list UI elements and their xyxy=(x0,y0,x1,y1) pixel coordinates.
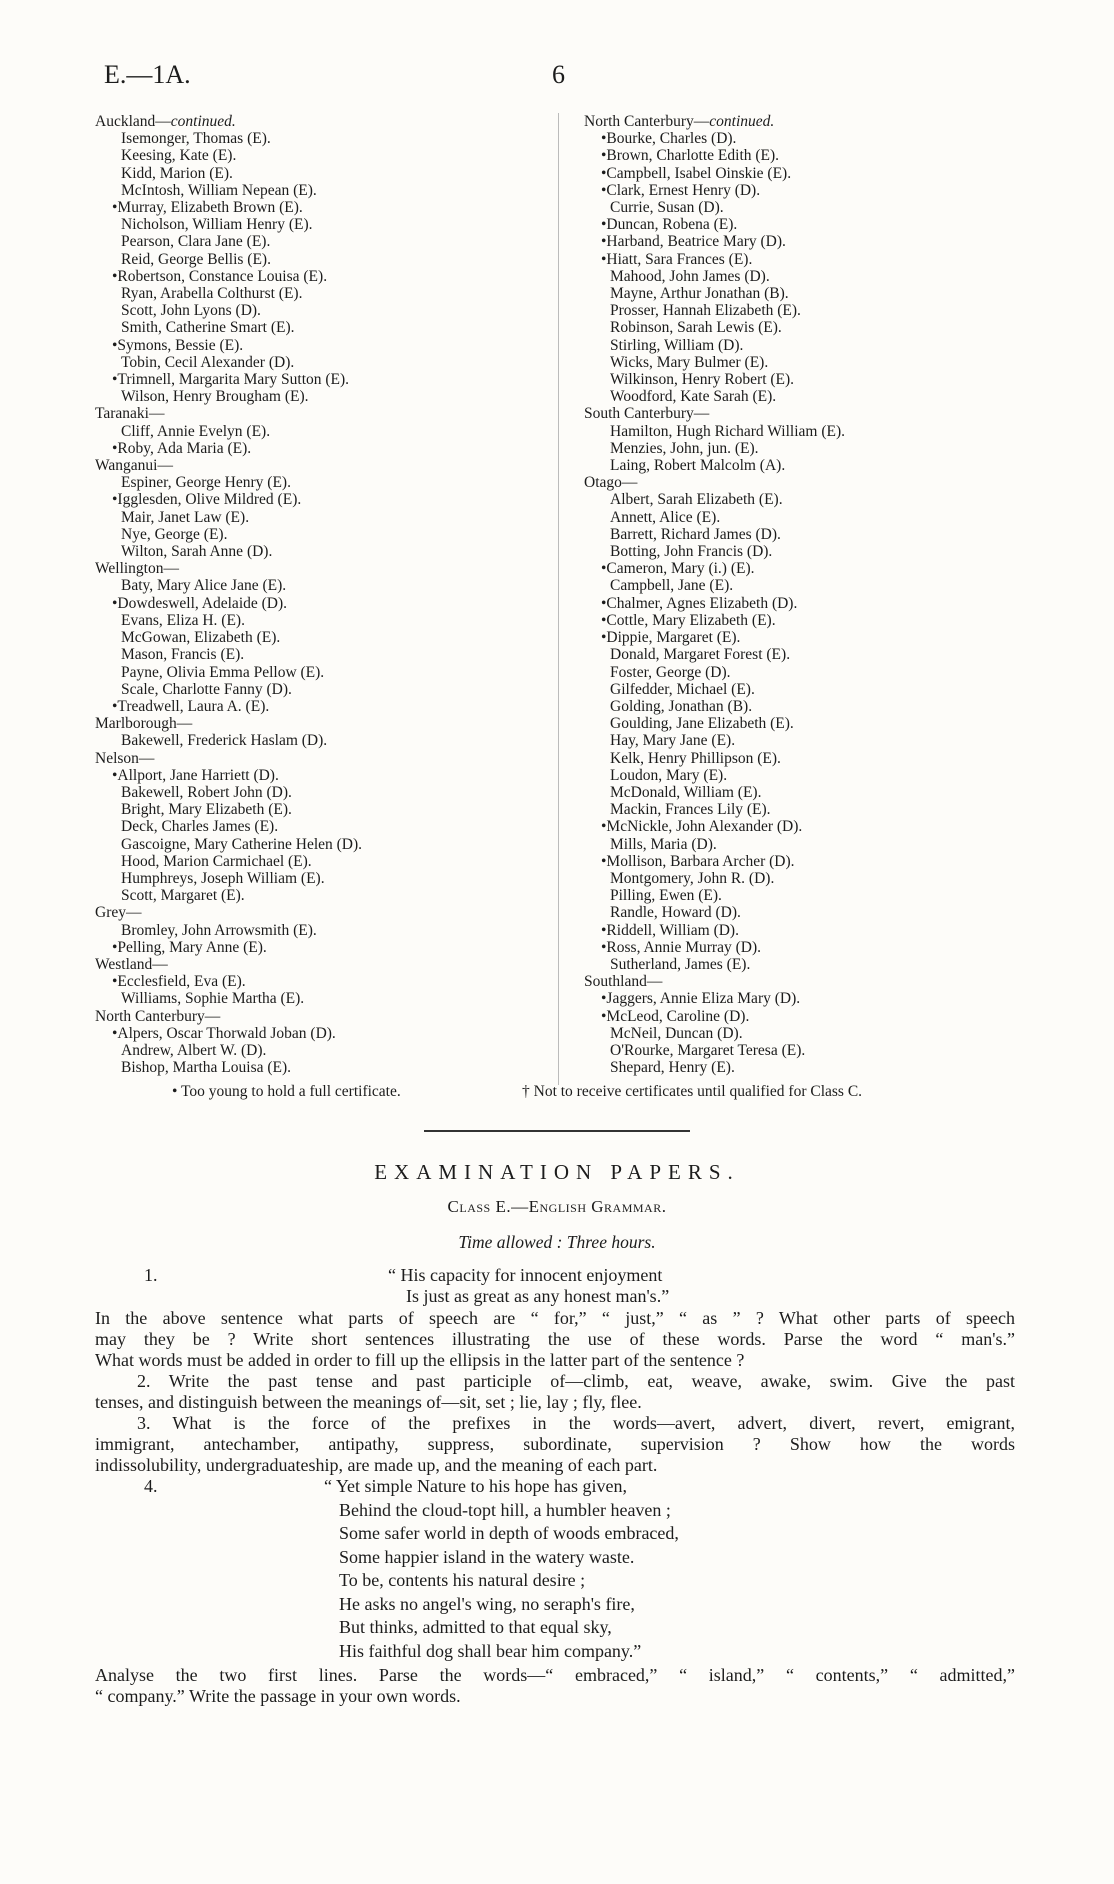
candidate-name: Ryan, Arabella Colthurst (E). xyxy=(121,285,303,303)
candidate-name: Nye, George (E). xyxy=(121,525,228,543)
candidate-name: •Harband, Beatrice Mary (D). xyxy=(601,233,786,251)
region-name: Otago— xyxy=(584,474,638,492)
candidate-name: Bishop, Martha Louisa (E). xyxy=(121,1059,292,1077)
candidate-name: •Jaggers, Annie Eliza Mary (D). xyxy=(601,990,801,1008)
candidate-name: McIntosh, William Nepean (E). xyxy=(121,181,317,199)
region-heading xyxy=(95,750,555,767)
candidate-name: Gilfedder, Michael (E). xyxy=(610,680,755,698)
region-name: Marlborough— xyxy=(95,715,193,733)
time-allowed: Time allowed : Three hours. xyxy=(458,1232,656,1252)
poem-line: “ Yet simple Nature to his hope has given, xyxy=(324,1476,627,1496)
question-line: 2. Write the past tense and past participle of—climb, eat, weave, awake, swim. Give the past xyxy=(137,1371,1015,1391)
candidate-name: •Cameron, Mary (i.) (E). xyxy=(601,560,755,578)
candidate-name: Hood, Marion Carmichael (E). xyxy=(121,852,312,870)
candidate-name: Wilton, Sarah Anne (D). xyxy=(121,543,273,561)
candidate-name: Williams, Sophie Martha (E). xyxy=(121,990,305,1008)
candidate-name: Pearson, Clara Jane (E). xyxy=(121,233,271,251)
class-heading: Class E.—English Grammar. xyxy=(447,1197,667,1216)
question-1-quote-line-2: Is just as great as any honest man's.” xyxy=(406,1286,670,1306)
candidate-name: Mason, Francis (E). xyxy=(121,646,245,664)
candidate-name: •Duncan, Robena (E). xyxy=(601,216,738,234)
candidate-name: Kidd, Marion (E). xyxy=(121,164,233,182)
region-name: Nelson— xyxy=(95,749,155,767)
candidate-name: Randle, Howard (D). xyxy=(610,904,741,922)
candidate-name: Cliff, Annie Evelyn (E). xyxy=(121,422,271,440)
candidate-name: •Igglesden, Olive Mildred (E). xyxy=(112,491,302,509)
candidate-name: Shepard, Henry (E). xyxy=(610,1059,735,1077)
candidate-name: Andrew, Albert W. (D). xyxy=(121,1041,267,1059)
column-divider xyxy=(558,113,559,1085)
question-line: Analyse the two first lines. Parse the words—“ embraced,” “ island,” “ contents,” “ admitted,” xyxy=(95,1665,1015,1685)
candidate-name: Deck, Charles James (E). xyxy=(121,818,279,836)
poem-line: He asks no angel's wing, no seraph's fire, xyxy=(339,1593,635,1614)
candidate-name: Gascoigne, Mary Catherine Helen (D). xyxy=(121,835,363,853)
candidate-name: Barrett, Richard James (D). xyxy=(610,525,781,543)
candidate-name: Bakewell, Robert John (D). xyxy=(121,783,292,801)
candidate-name: •Ross, Annie Murray (D). xyxy=(601,938,761,956)
candidate-name: Bakewell, Frederick Haslam (D). xyxy=(121,732,328,750)
candidate-name: Campbell, Jane (E). xyxy=(610,577,734,595)
candidate-name: •Cottle, Mary Elizabeth (E). xyxy=(601,611,776,629)
region-name: Auckland— xyxy=(95,113,171,130)
region-heading xyxy=(95,113,555,130)
candidate-name: Woodford, Kate Sarah (E). xyxy=(610,388,777,406)
candidate-name: Loudon, Mary (E). xyxy=(610,766,728,784)
question-4-number: 4. xyxy=(144,1476,158,1496)
candidate-name: •Mollison, Barbara Archer (D). xyxy=(601,852,795,870)
candidate-name: •Dippie, Margaret (E). xyxy=(601,629,741,647)
candidate-name: Scott, John Lyons (D). xyxy=(121,302,261,320)
footnote-class-c: † Not to receive certificates until qualified for Class C. xyxy=(522,1083,863,1100)
candidate-name: •Trimnell, Margarita Mary Sutton (E). xyxy=(112,371,350,389)
region-heading xyxy=(584,973,1044,990)
region-heading xyxy=(584,113,1044,130)
candidate-name: Mahood, John James (D). xyxy=(610,267,770,285)
question-line: tenses, and distinguish between the meanings of—sit, set ; lie, lay ; fly, flee. xyxy=(95,1392,642,1412)
question-1-text xyxy=(95,1308,1015,1371)
candidate-name: Wicks, Mary Bulmer (E). xyxy=(610,353,769,371)
candidate-name: •Campbell, Isabel Oinskie (E). xyxy=(601,164,792,182)
question-2-text xyxy=(95,1371,1015,1413)
candidate-name: Currie, Susan (D). xyxy=(610,199,724,217)
candidate-name: Keesing, Kate (E). xyxy=(121,147,237,165)
continued-label: continued. xyxy=(709,113,775,130)
document-code: E.—1A. xyxy=(104,60,191,89)
poem-line: Some safer world in depth of woods embraced, xyxy=(339,1523,679,1543)
candidate-name: Laing, Robert Malcolm (A). xyxy=(610,457,786,475)
region-name: Grey— xyxy=(95,904,142,922)
question-3-text xyxy=(95,1413,1015,1476)
candidate-name: Sutherland, James (E). xyxy=(610,955,751,973)
region-name: South Canterbury— xyxy=(584,405,710,423)
right-candidate-column xyxy=(584,113,1044,1076)
candidate-name: Bromley, John Arrowsmith (E). xyxy=(121,921,317,939)
candidate-name: Wilkinson, Henry Robert (E). xyxy=(610,371,795,389)
candidate-name: •Bourke, Charles (D). xyxy=(601,130,737,148)
candidate-name: Goulding, Jane Elizabeth (E). xyxy=(610,715,794,733)
candidate-name: •McLeod, Caroline (D). xyxy=(601,1007,750,1025)
candidate-name: O'Rourke, Margaret Teresa (E). xyxy=(610,1041,806,1059)
region-heading xyxy=(584,405,1044,422)
question-line: indissolubility, undergraduateship, are made up, and the meaning of each part. xyxy=(95,1455,658,1475)
footnote-too-young: • Too young to hold a full certificate. xyxy=(172,1083,401,1100)
question-line: immigrant, antechamber, antipathy, suppress, subordinate, supervision ? Show how the words xyxy=(95,1434,1015,1454)
candidate-name: McGowan, Elizabeth (E). xyxy=(121,629,281,647)
candidate-name: Annett, Alice (E). xyxy=(610,508,721,526)
left-candidate-column xyxy=(95,113,555,1076)
region-name: North Canterbury— xyxy=(95,1007,221,1025)
region-heading xyxy=(95,956,555,973)
candidate-name: •Hiatt, Sara Frances (E). xyxy=(601,250,753,268)
candidate-name: •Riddell, William (D). xyxy=(601,921,739,939)
region-name: Wanganui— xyxy=(95,457,173,475)
candidate-name: •Robertson, Constance Louisa (E). xyxy=(112,267,328,285)
region-heading xyxy=(95,405,555,422)
candidate-name: Kelk, Henry Phillipson (E). xyxy=(610,749,781,767)
candidate-name: Prosser, Hannah Elizabeth (E). xyxy=(610,302,801,320)
question-line: In the above sentence what parts of speech are “ for,” “ just,” “ as ” ? What other parts of speech xyxy=(95,1308,1015,1328)
region-heading xyxy=(95,1008,555,1025)
question-1-number: 1. xyxy=(144,1265,158,1285)
candidate-name: Hay, Mary Jane (E). xyxy=(610,732,736,750)
candidate-name: •Treadwell, Laura A. (E). xyxy=(112,697,270,715)
candidate-name: Nicholson, William Henry (E). xyxy=(121,216,313,234)
candidate-name: •Clark, Ernest Henry (D). xyxy=(601,181,761,199)
section-rule xyxy=(424,1130,690,1132)
candidate-name: Isemonger, Thomas (E). xyxy=(121,130,271,148)
question-line: “ company.” Write the passage in your own words. xyxy=(95,1686,461,1706)
continued-label: continued. xyxy=(170,113,236,130)
candidate-name: Mills, Maria (D). xyxy=(610,835,717,853)
poem-line: Some happier island in the watery waste. xyxy=(339,1546,635,1567)
candidate-name: Foster, George (D). xyxy=(610,663,731,681)
region-name: Taranaki— xyxy=(95,405,165,423)
question-4-text xyxy=(95,1665,1015,1707)
candidate-name: •Allport, Jane Harriett (D). xyxy=(112,766,279,784)
candidate-name: Mayne, Arthur Jonathan (B). xyxy=(610,285,789,303)
candidate-name: McNeil, Duncan (D). xyxy=(610,1024,743,1042)
candidate-name: Albert, Sarah Elizabeth (E). xyxy=(610,491,783,509)
candidate-name: •Chalmer, Agnes Elizabeth (D). xyxy=(601,594,798,612)
candidate-name: •Ecclesfield, Eva (E). xyxy=(112,973,246,991)
region-name: Wellington— xyxy=(95,560,179,578)
candidate-name: Botting, John Francis (D). xyxy=(610,543,773,561)
candidate-name: Evans, Eliza H. (E). xyxy=(121,611,245,629)
candidate-name: Mackin, Frances Lily (E). xyxy=(610,801,771,819)
candidate-name: Pilling, Ewen (E). xyxy=(610,887,722,905)
candidate-name: Reid, George Bellis (E). xyxy=(121,250,271,268)
candidate-name: Stirling, William (D). xyxy=(610,336,744,354)
question-line: 3. What is the force of the prefixes in the words—avert, advert, divert, revert, emigrant, xyxy=(137,1413,1015,1433)
poem-line: Behind the cloud-topt hill, a humbler heaven ; xyxy=(339,1499,671,1520)
poem-line: His faithful dog shall bear him company.” xyxy=(339,1640,642,1661)
candidate-name: Tobin, Cecil Alexander (D). xyxy=(121,353,295,371)
candidate-name: Humphreys, Joseph William (E). xyxy=(121,869,325,887)
candidate-name: Scott, Margaret (E). xyxy=(121,887,245,905)
candidate-name: Espiner, George Henry (E). xyxy=(121,474,291,492)
candidate-name: Montgomery, John R. (D). xyxy=(610,869,775,887)
page-number: 6 xyxy=(552,60,565,89)
region-name: North Canterbury— xyxy=(584,113,710,130)
poem-line: To be, contents his natural desire ; xyxy=(339,1570,586,1590)
exam-papers-heading: EXAMINATION PAPERS. xyxy=(374,1160,740,1184)
region-heading xyxy=(584,474,1044,491)
region-heading xyxy=(95,560,555,577)
candidate-name: Payne, Olivia Emma Pellow (E). xyxy=(121,663,325,681)
candidate-name: Smith, Catherine Smart (E). xyxy=(121,319,295,337)
candidate-name: Menzies, John, jun. (E). xyxy=(610,439,759,457)
candidate-name: Golding, Jonathan (B). xyxy=(610,697,753,715)
candidate-name: •Alpers, Oscar Thorwald Joban (D). xyxy=(112,1024,336,1042)
candidate-name: •McNickle, John Alexander (D). xyxy=(601,818,803,836)
question-1-quote-line-1: “ His capacity for innocent enjoyment xyxy=(388,1265,663,1285)
poem-line: But thinks, admitted to that equal sky, xyxy=(339,1617,612,1637)
candidate-name: Wilson, Henry Brougham (E). xyxy=(121,388,309,406)
candidate-name: Mair, Janet Law (E). xyxy=(121,508,250,526)
candidate-name: Scale, Charlotte Fanny (D). xyxy=(121,680,292,698)
candidate-name: •Brown, Charlotte Edith (E). xyxy=(601,147,780,165)
question-line: What words must be added in order to fill up the ellipsis in the latter part of the sentence ? xyxy=(95,1350,745,1370)
candidate-name: •Pelling, Mary Anne (E). xyxy=(112,938,267,956)
candidate-name: Bright, Mary Elizabeth (E). xyxy=(121,801,292,819)
candidate-name: Baty, Mary Alice Jane (E). xyxy=(121,577,287,595)
region-name: Southland— xyxy=(584,973,663,991)
candidate-name: Robinson, Sarah Lewis (E). xyxy=(610,319,782,337)
candidate-name: McDonald, William (E). xyxy=(610,783,762,801)
question-line: may they be ? Write short sentences illustrating the use of these words. Parse the word “ man's.” xyxy=(95,1329,1015,1349)
region-heading xyxy=(95,457,555,474)
candidate-name: •Murray, Elizabeth Brown (E). xyxy=(112,199,303,217)
candidate-name: Donald, Margaret Forest (E). xyxy=(610,646,791,664)
candidate-name: •Symons, Bessie (E). xyxy=(112,336,244,354)
candidate-name: •Roby, Ada Maria (E). xyxy=(112,439,252,457)
candidate-name: Hamilton, Hugh Richard William (E). xyxy=(610,422,845,440)
region-name: Westland— xyxy=(95,955,168,973)
region-heading xyxy=(95,715,555,732)
region-heading xyxy=(95,904,555,921)
candidate-name: •Dowdeswell, Adelaide (D). xyxy=(112,594,288,612)
